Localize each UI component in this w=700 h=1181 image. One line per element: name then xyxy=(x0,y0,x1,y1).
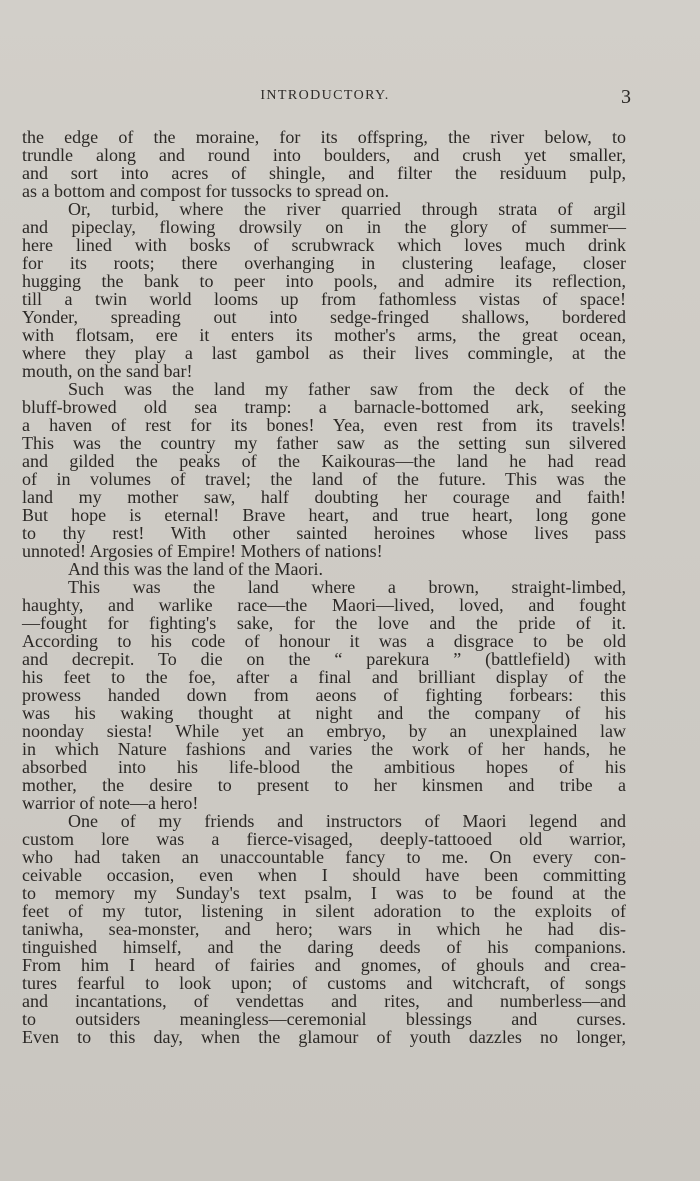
text-line: ceivable occasion, even when I should have been committing xyxy=(22,865,626,885)
text-line: Even to this day, when the glamour of youth dazzles no longer, xyxy=(22,1027,626,1047)
text-line: Such was the land my father saw from the deck of the xyxy=(68,379,626,399)
text-line: bluff-browed old sea tramp: a barnacle-bottomed ark, seeking xyxy=(22,397,626,417)
text-line: tures fearful to look upon; of customs and witchcraft, of songs xyxy=(22,973,626,993)
running-head xyxy=(22,86,631,110)
text-line: —fought for fighting's sake, for the love and the pride of it. xyxy=(22,613,626,633)
text-line: noonday siesta! While yet an embryo, by an unexplained law xyxy=(22,721,626,741)
text-line: here lined with bosks of scrubwrack which loves much drink xyxy=(22,235,626,255)
text-line: According to his code of honour it was a disgrace to be old xyxy=(22,631,626,651)
text-line: mouth, on the sand bar! xyxy=(22,361,193,381)
text-line: trundle along and round into boulders, and crush yet smaller, xyxy=(22,145,626,165)
text-line: taniwha, sea-monster, and hero; wars in which he had dis- xyxy=(22,919,626,939)
text-line: Or, turbid, where the river quarried through strata of argil xyxy=(68,199,626,219)
text-line: This was the country my father saw as the setting sun silvered xyxy=(22,433,626,453)
text-line: unnoted! Argosies of Empire! Mothers of nations! xyxy=(22,541,383,561)
text-line: where they play a last gambol as their lives commingle, at the xyxy=(22,343,626,363)
text-line: One of my friends and instructors of Maori legend and xyxy=(68,811,626,831)
text-line: warrior of note—a hero! xyxy=(22,793,199,813)
text-line: to thy rest! With other sainted heroines whose lives pass xyxy=(22,523,626,543)
text-line: his feet to the foe, after a final and brilliant display of the xyxy=(22,667,626,687)
text-line: and sort into acres of shingle, and filter the residuum pulp, xyxy=(22,163,626,183)
text-line: land my mother saw, half doubting her courage and faith! xyxy=(22,487,626,507)
text-line: of in volumes of travel; the land of the future. This was the xyxy=(22,469,626,489)
text-line: absorbed into his life-blood the ambitious hopes of his xyxy=(22,757,626,777)
text-line: in which Nature fashions and varies the work of her hands, he xyxy=(22,739,626,759)
text-line: a haven of rest for its bones! Yea, even rest from its travels! xyxy=(22,415,626,435)
text-line: haughty, and warlike race—the Maori—lived, loved, and fought xyxy=(22,595,626,615)
text-line: This was the land where a brown, straight-limbed, xyxy=(68,577,626,597)
text-line: custom lore was a fierce-visaged, deeply-tattooed old warrior, xyxy=(22,829,626,849)
body-text xyxy=(22,128,626,1046)
chapter-title: INTRODUCTORY. xyxy=(260,88,390,103)
text-line: But hope is eternal! Brave heart, and true heart, long gone xyxy=(22,505,626,525)
page-number: 3 xyxy=(621,86,631,108)
text-line: and incantations, of vendettas and rites, and numberless—and xyxy=(22,991,626,1011)
text-line: and decrepit. To die on the “ parekura ” (battlefield) with xyxy=(22,649,626,669)
text-line: prowess handed down from aeons of fighting forbears: this xyxy=(22,685,626,705)
text-line: was his waking thought at night and the company of his xyxy=(22,703,626,723)
text-line: and pipeclay, flowing drowsily on in the glory of summer— xyxy=(22,217,626,237)
text-line: to outsiders meaningless—ceremonial blessings and curses. xyxy=(22,1009,626,1029)
text-line: From him I heard of fairies and gnomes, of ghouls and crea- xyxy=(22,955,626,975)
text-line: hugging the bank to peer into pools, and admire its reflection, xyxy=(22,271,626,291)
text-line: And this was the land of the Maori. xyxy=(68,559,323,579)
text-line: tinguished himself, and the daring deeds of his companions. xyxy=(22,937,626,957)
text-line: as a bottom and compost for tussocks to spread on. xyxy=(22,181,389,201)
text-line: to memory my Sunday's text psalm, I was to be found at the xyxy=(22,883,626,903)
text-line: for its roots; there overhanging in clustering leafage, closer xyxy=(22,253,626,273)
text-line: Yonder, spreading out into sedge-fringed shallows, bordered xyxy=(22,307,626,327)
text-line: and gilded the peaks of the Kaikouras—the land he had read xyxy=(22,451,626,471)
text-line: mother, the desire to present to her kinsmen and tribe a xyxy=(22,775,626,795)
text-line: till a twin world looms up from fathomless vistas of space! xyxy=(22,289,626,309)
text-line: feet of my tutor, listening in silent adoration to the exploits of xyxy=(22,901,626,921)
text-line: who had taken an unaccountable fancy to me. On every con- xyxy=(22,847,626,867)
text-line: with flotsam, ere it enters its mother's arms, the great ocean, xyxy=(22,325,626,345)
text-line: the edge of the moraine, for its offspring, the river below, to xyxy=(22,127,626,147)
